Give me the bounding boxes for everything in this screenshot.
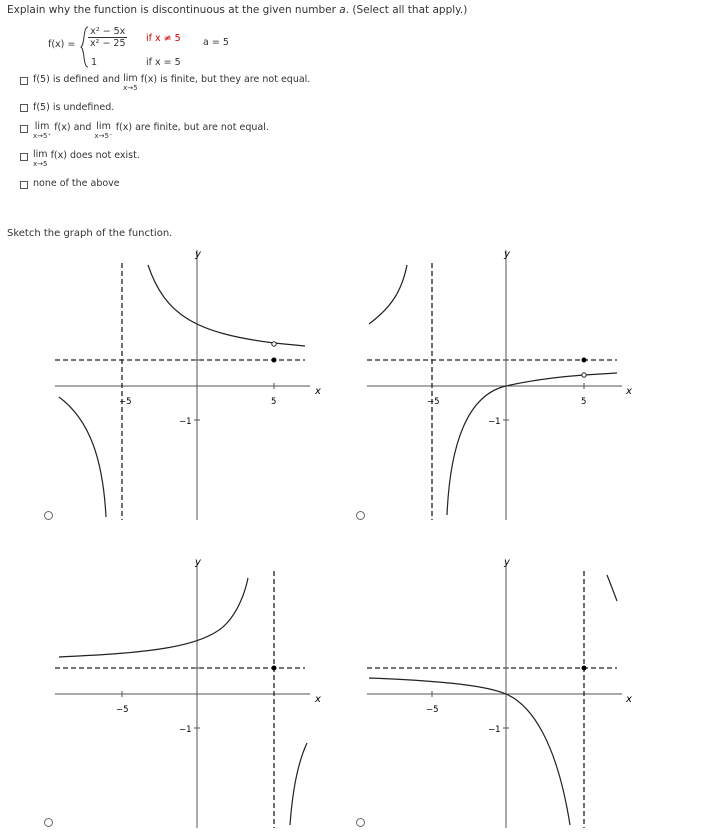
filled-point bbox=[272, 666, 277, 671]
x-label: x bbox=[626, 386, 632, 397]
graph-option-4 bbox=[367, 553, 637, 828]
x-label: x bbox=[626, 694, 632, 705]
filled-point bbox=[582, 666, 587, 671]
option-5-label: none of the above bbox=[33, 178, 120, 189]
option-3-label: lim x→5⁺ f(x) and lim x→5⁻ f(x) are finite, but are not equal. bbox=[33, 121, 269, 140]
pos5-label: 5 bbox=[581, 397, 587, 407]
open-point bbox=[582, 373, 586, 377]
option-1-checkbox[interactable] bbox=[20, 77, 28, 85]
neg5-label: −5 bbox=[427, 397, 440, 407]
x-label: x bbox=[315, 694, 321, 705]
option-5-checkbox[interactable] bbox=[20, 181, 28, 189]
curve-left bbox=[59, 578, 248, 657]
graph-option-1 bbox=[55, 245, 325, 520]
neg1-label: −1 bbox=[179, 725, 192, 735]
option-2-checkbox[interactable] bbox=[20, 104, 28, 112]
curve-right bbox=[148, 265, 305, 346]
condition-1: if x ≠ 5 bbox=[146, 33, 181, 44]
graph-option-3-radio[interactable] bbox=[44, 818, 53, 827]
graph-option-2 bbox=[367, 245, 637, 520]
y-label: y bbox=[504, 249, 510, 260]
x-label: x bbox=[315, 386, 321, 397]
graph-option-3 bbox=[55, 553, 325, 828]
sketch-prompt: Sketch the graph of the function. bbox=[7, 228, 173, 239]
condition-2: if x = 5 bbox=[146, 57, 181, 68]
option-3-checkbox[interactable] bbox=[20, 125, 28, 133]
graph-option-1-radio[interactable] bbox=[44, 511, 53, 520]
filled-point bbox=[582, 358, 587, 363]
curve-left bbox=[369, 265, 407, 324]
y-label: y bbox=[195, 249, 201, 260]
question-text: Explain why the function is discontinuous at the given number a. (Select all that apply.) bbox=[7, 4, 468, 16]
piecewise-function bbox=[48, 26, 308, 70]
neg5-label: −5 bbox=[116, 705, 129, 715]
neg5-label: −5 bbox=[119, 397, 132, 407]
graph-option-2-radio[interactable] bbox=[356, 511, 365, 520]
curve-right bbox=[447, 373, 617, 515]
neg5-label: −5 bbox=[426, 705, 439, 715]
curve-left bbox=[59, 397, 106, 517]
neg1-label: −1 bbox=[179, 417, 192, 427]
function-lhs: f(x) = bbox=[48, 39, 76, 50]
value-2: 1 bbox=[91, 57, 98, 68]
curve-right bbox=[290, 743, 307, 825]
neg1-label: −1 bbox=[488, 725, 501, 735]
neg1-label: −1 bbox=[488, 417, 501, 427]
open-point bbox=[272, 342, 276, 346]
y-label: y bbox=[504, 557, 510, 568]
option-1-label: f(5) is defined and lim x→5 f(x) is finite, but they are not equal. bbox=[33, 73, 311, 92]
function-fraction: $\frac{\text{x² − 5x}}{\text{x² − 25}}$ bbox=[90, 26, 126, 49]
y-label: y bbox=[195, 557, 201, 568]
a-value: a = 5 bbox=[203, 37, 229, 48]
filled-point bbox=[272, 358, 277, 363]
graph-option-4-radio[interactable] bbox=[356, 818, 365, 827]
pos5-label: 5 bbox=[271, 397, 277, 407]
curve-right bbox=[607, 575, 617, 601]
option-4-checkbox[interactable] bbox=[20, 153, 28, 161]
option-4-label: lim x→5 f(x) does not exist. bbox=[33, 149, 140, 168]
curve-left bbox=[369, 678, 570, 825]
option-2-label: f(5) is undefined. bbox=[33, 102, 115, 113]
